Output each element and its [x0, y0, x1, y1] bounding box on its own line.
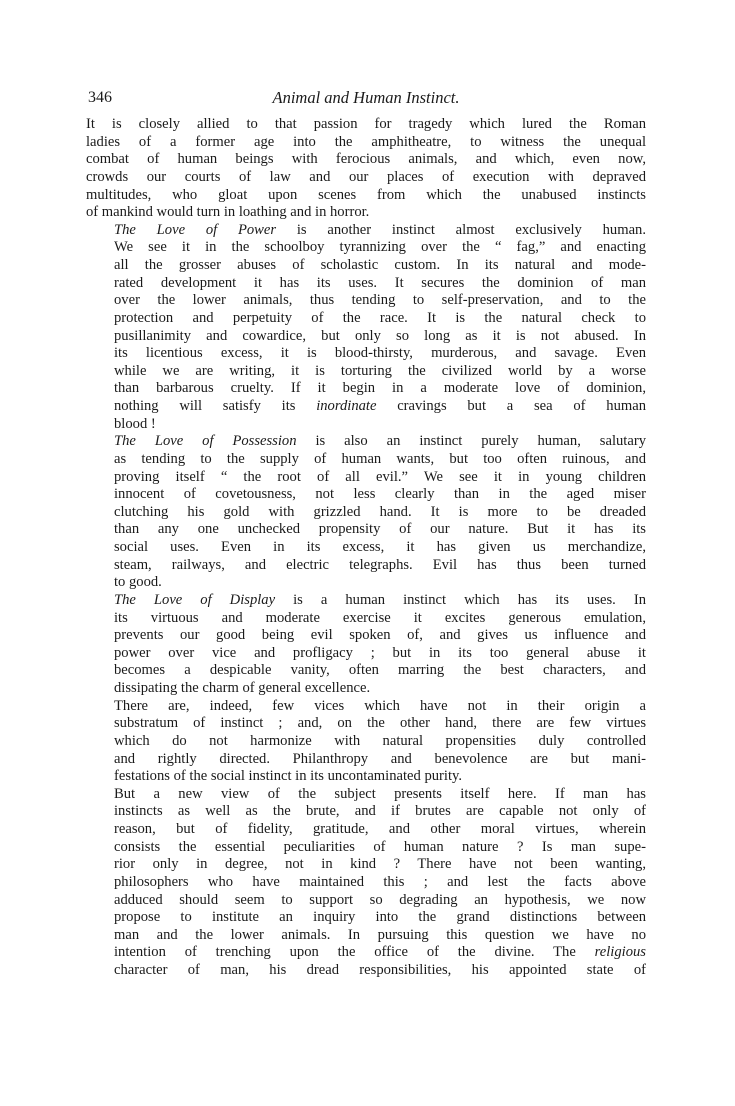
text-line: and rightly directed. Philanthropy and benevolence are but mani- — [114, 750, 646, 767]
text-line: man and the lower animals. In pursuing this question we have no — [114, 926, 646, 943]
text-line: consists the essential peculiarities of human nature ? Is man supe- — [114, 838, 646, 855]
text-line: reason, but of fidelity, gratitude, and other moral virtues, wherein — [114, 821, 646, 837]
text-line: instincts as well as the brute, and if brutes are capable not only of — [114, 803, 646, 820]
text-line: steam, railways, and electric telegraphs. Evil has thus been turned — [114, 556, 646, 573]
text-line: adduced should seem to support so degrading an hypothesis, we now — [114, 891, 646, 908]
text-line: blood ! — [114, 415, 156, 432]
text-line: proving itself “ the root of all evil.” We see it in young children — [114, 468, 646, 485]
text-line: We see it in the schoolboy tyrannizing over the “ fag,” and enacting — [114, 239, 646, 256]
running-title: Animal and Human Instinct. — [272, 88, 460, 107]
paragraph — [86, 433, 646, 592]
text-line: It is closely allied to that passion for tragedy which lured the Roman — [86, 116, 646, 132]
text-line: propose to institute an inquiry into the grand distinctions between — [114, 909, 646, 926]
text-line: power over vice and profligacy ; but in its too general abuse it — [114, 644, 646, 661]
text-line — [86, 944, 646, 962]
text-line: innocent of covetousness, not less clearly than in the aged miser — [114, 486, 646, 503]
paragraph — [86, 786, 646, 980]
text-line: of mankind would turn in loathing and in horror. — [86, 204, 370, 221]
italic-word: religious — [594, 944, 646, 961]
italic-phrase: The Love of Possession — [114, 433, 297, 450]
paragraph — [86, 592, 646, 698]
text-line — [86, 592, 646, 610]
text-line: combat of human beings with ferocious animals, and which, even now, — [86, 151, 646, 168]
text-line: protection and perpetuity of the race. It is the natural check to — [114, 309, 646, 326]
text-line — [86, 433, 646, 451]
text-line: its virtuous and moderate exercise it excites generous emulation, — [114, 609, 646, 626]
text-line: becomes a despicable vanity, often marring the best characters, and — [114, 662, 646, 679]
paragraph — [86, 698, 646, 786]
text-run: is another instinct almost exclusively human. — [276, 221, 646, 238]
text-line: substratum of instinct ; and, on the other hand, there are few virtues — [114, 715, 646, 732]
text-line: all the grosser abuses of scholastic custom. In its natural and mode- — [114, 257, 646, 273]
text-line: philosophers who have maintained this ; and lest the facts above — [114, 873, 646, 890]
text-line: to good. — [114, 574, 162, 591]
text-line — [86, 398, 646, 416]
text-line: its licentious excess, it is blood-thirsty, murderous, and savage. Even — [114, 345, 646, 362]
text-line: than any one unchecked propensity of our nature. But it has its — [114, 521, 646, 538]
italic-phrase: The Love of Display — [114, 591, 276, 608]
text-line: dissipating the charm of general excellence. — [114, 680, 371, 696]
paragraph — [86, 116, 646, 222]
page — [86, 88, 646, 980]
text-run: is also an instinct purely human, salutary — [296, 433, 646, 450]
body-text — [86, 116, 646, 980]
text-run: intention of trenching upon the office of the divine. The — [114, 944, 595, 961]
paragraph — [86, 222, 646, 434]
text-line: which do not harmonize with natural propensities duly controlled — [114, 732, 646, 749]
text-line: as tending to the supply of human wants, but too often ruinous, and — [114, 450, 646, 467]
text-line: prevents our good being evil spoken of, and gives us influence and — [114, 627, 646, 644]
text-line: crowds our courts of law and our places of execution with depraved — [86, 168, 646, 185]
text-line: rior only in degree, not in kind ? There have not been wanting, — [114, 856, 646, 873]
italic-word: inordinate — [316, 398, 377, 414]
text-line: But a new view of the subject presents itself here. If man has — [114, 785, 646, 802]
text-line — [86, 222, 646, 240]
text-line: over the lower animals, thus tending to self-preservation, and to the — [114, 292, 646, 309]
text-line: ladies of a former age into the amphitheatre, to witness the unequal — [86, 133, 646, 150]
text-line: pusillanimity and cowardice, but only so long as it is not abused. In — [114, 327, 646, 344]
text-line: festations of the social instinct in its uncontaminated purity. — [114, 768, 463, 785]
text-line: while we are writing, it is torturing the civilized world by a worse — [114, 362, 646, 379]
running-head — [86, 88, 646, 116]
text-run: nothing will satisfy its — [114, 398, 317, 414]
text-line: social uses. Even in its excess, it has given us merchandize, — [114, 539, 646, 555]
text-line: clutching his gold with grizzled hand. It is more to be dreaded — [114, 503, 646, 520]
italic-phrase: The Love of Power — [114, 221, 277, 238]
text-run: cravings but a sea of human — [376, 398, 647, 414]
page-number: 346 — [88, 89, 112, 106]
text-line: character of man, his dread responsibilities, his appointed state of — [114, 962, 646, 978]
text-line: There are, indeed, few vices which have not in their origin a — [114, 697, 646, 714]
text-run: is a human instinct which has its uses. In — [275, 591, 646, 608]
text-line: than barbarous cruelty. If it begin in a moderate love of dominion, — [114, 380, 646, 397]
text-line: rated development it has its uses. It secures the dominion of man — [114, 274, 646, 291]
text-line: multitudes, who gloat upon scenes from which the unabused instincts — [86, 186, 646, 203]
